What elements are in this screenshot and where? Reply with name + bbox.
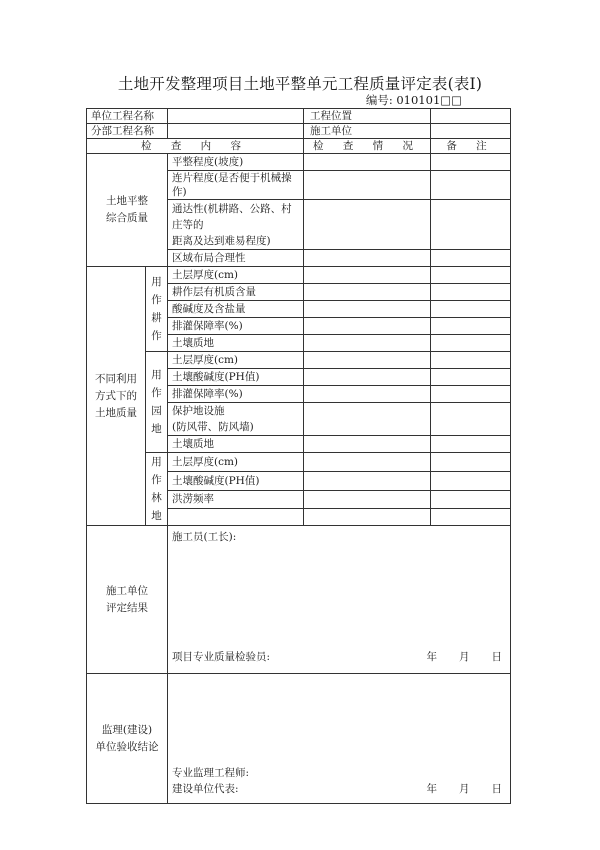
header-row-1 [87, 109, 511, 124]
supervision-date: 年 月 日 [426, 783, 502, 795]
remark-cell[interactable] [431, 171, 511, 200]
header-row-2 [87, 124, 511, 139]
check-item: 排灌保障率(%) [168, 386, 304, 403]
table-row [87, 453, 511, 472]
check-status-cell[interactable] [304, 154, 431, 171]
check-item: 土壤质地 [168, 436, 304, 453]
check-item: 排灌保障率(%) [168, 318, 304, 335]
unit-project-value[interactable] [168, 109, 304, 124]
unit-project-label: 单位工程名称 [87, 109, 168, 124]
remark-cell[interactable] [431, 318, 511, 335]
col-remark-header: 备 注 [431, 139, 511, 154]
engineer-label: 专业监理工程师: [172, 767, 250, 779]
check-item: 耕作层有机质含量 [168, 284, 304, 301]
construction-eval-label: 施工单位 评定结果 [87, 526, 168, 674]
check-item: 平整程度(坡度) [168, 154, 304, 171]
group1-label: 土地平整 综合质量 [87, 154, 168, 267]
remark-cell[interactable] [431, 154, 511, 171]
check-item: 土壤质地 [168, 335, 304, 352]
supervision-area[interactable] [168, 674, 511, 804]
check-item: 土层厚度(cm) [168, 267, 304, 284]
remark-cell[interactable] [431, 471, 511, 490]
remark-cell[interactable] [431, 403, 511, 436]
check-status-cell[interactable] [304, 267, 431, 284]
check-status-cell[interactable] [304, 335, 431, 352]
construction-eval-area[interactable] [168, 526, 511, 674]
check-item: 土层厚度(cm) [168, 352, 304, 369]
check-status-cell[interactable] [304, 509, 431, 526]
check-status-cell[interactable] [304, 284, 431, 301]
check-item: 连片程度(是否便于机械操作) [168, 171, 304, 200]
check-item: 酸碱度及含盐量 [168, 301, 304, 318]
check-item: 土壤酸碱度(PH值) [168, 471, 304, 490]
check-item [168, 509, 304, 526]
remark-cell[interactable] [431, 369, 511, 386]
check-status-cell[interactable] [304, 301, 431, 318]
remark-cell[interactable] [431, 453, 511, 472]
supervision-row [87, 674, 511, 804]
check-item: 通达性(机耕路、公路、村庄等的 距离及达到难易程度) [168, 200, 304, 250]
sub-project-label: 分部工程名称 [87, 124, 168, 139]
check-status-cell[interactable] [304, 471, 431, 490]
forest-label: 用 作 林 地 [146, 453, 168, 526]
table-row [87, 154, 511, 171]
check-status-cell[interactable] [304, 171, 431, 200]
check-item: 土层厚度(cm) [168, 453, 304, 472]
farmland-label: 用 作 耕 作 [146, 267, 168, 352]
check-status-cell[interactable] [304, 403, 431, 436]
form-title: 土地开发整理项目土地平整单元工程质量评定表(表Ⅰ) [117, 75, 483, 93]
col-content-header: 检 查 内 容 [87, 139, 304, 154]
check-status-cell[interactable] [304, 386, 431, 403]
evaluation-table [86, 108, 511, 804]
remark-cell[interactable] [431, 200, 511, 250]
foreman-label: 施工员(工长): [172, 531, 237, 543]
inspector-label: 项目专业质量检验员: [172, 651, 271, 663]
remark-cell[interactable] [431, 352, 511, 369]
check-status-cell[interactable] [304, 250, 431, 267]
remark-cell[interactable] [431, 301, 511, 318]
remark-cell[interactable] [431, 267, 511, 284]
construction-unit-label: 施工单位 [304, 124, 431, 139]
construction-unit-value[interactable] [431, 124, 511, 139]
remark-cell[interactable] [431, 250, 511, 267]
construction-eval-row [87, 526, 511, 674]
check-status-cell[interactable] [304, 436, 431, 453]
check-status-cell[interactable] [304, 369, 431, 386]
check-status-cell[interactable] [304, 490, 431, 509]
check-item: 区域布局合理性 [168, 250, 304, 267]
remark-cell[interactable] [431, 284, 511, 301]
col-status-header: 检 查 情 况 [304, 139, 431, 154]
sub-project-value[interactable] [168, 124, 304, 139]
table-row [87, 352, 511, 369]
construction-eval-date: 年 月 日 [426, 651, 502, 663]
remark-cell[interactable] [431, 436, 511, 453]
table-row [87, 267, 511, 284]
form-code: 编号: 010101□□ [365, 93, 462, 107]
remark-cell[interactable] [431, 490, 511, 509]
column-header-row [87, 139, 511, 154]
location-label: 工程位置 [304, 109, 431, 124]
check-item: 洪涝频率 [168, 490, 304, 509]
garden-label: 用 作 园 地 [146, 352, 168, 453]
check-status-cell[interactable] [304, 200, 431, 250]
remark-cell[interactable] [431, 335, 511, 352]
check-status-cell[interactable] [304, 453, 431, 472]
check-status-cell[interactable] [304, 352, 431, 369]
check-item: 土壤酸碱度(PH值) [168, 369, 304, 386]
group2-label: 不同利用 方式下的 土地质量 [87, 267, 146, 526]
check-item: 保护地设施 (防风带、防风墙) [168, 403, 304, 436]
check-status-cell[interactable] [304, 318, 431, 335]
owner-rep-label: 建设单位代表: [172, 783, 239, 795]
remark-cell[interactable] [431, 509, 511, 526]
remark-cell[interactable] [431, 386, 511, 403]
location-value[interactable] [431, 109, 511, 124]
supervision-label: 监理(建设) 单位验收结论 [87, 674, 168, 804]
